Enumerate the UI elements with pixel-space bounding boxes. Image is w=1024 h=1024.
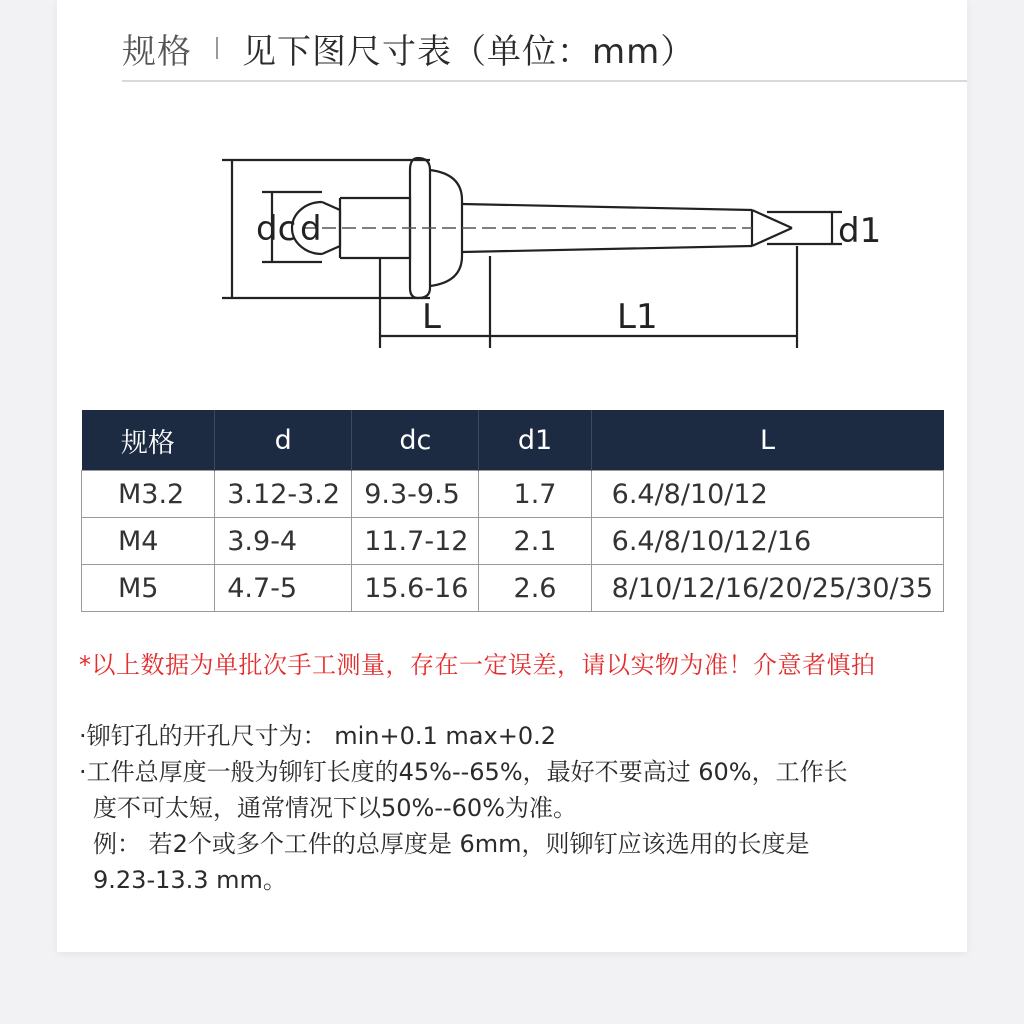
cell-d1: 1.7	[479, 471, 591, 518]
label-d: d	[300, 209, 322, 249]
col-header-spec: 规格	[82, 410, 215, 471]
cell-d1: 2.6	[479, 565, 591, 612]
header-rule	[122, 80, 967, 82]
header-title: 见下图尺寸表（单位：mm）	[242, 31, 696, 72]
label-dc: dc	[256, 209, 297, 249]
cell-dc: 9.3-9.5	[352, 471, 479, 518]
cell-L: 6.4/8/10/12/16	[591, 518, 943, 565]
header-label: 规格	[122, 31, 192, 72]
table-row	[82, 471, 944, 518]
col-header-d: d	[215, 410, 352, 471]
rivet-diagram	[192, 150, 882, 360]
label-L1: L1	[617, 297, 658, 337]
table-header-row	[82, 410, 944, 471]
info-line: 9.23-13.3 mm。	[93, 866, 287, 894]
col-header-dc: dc	[352, 410, 479, 471]
info-line: 例： 若2个或多个工件的总厚度是 6mm，则铆钉应该选用的长度是	[93, 830, 810, 858]
cell-L: 8/10/12/16/20/25/30/35	[591, 565, 943, 612]
spec-table	[81, 410, 944, 612]
info-line: ·铆钉孔的开孔尺寸为： min+0.1 max+0.2	[79, 722, 556, 750]
info-line: ·工件总厚度一般为铆钉长度的45%--65%，最好不要高过 60%，工作长	[79, 758, 848, 786]
cell-L: 6.4/8/10/12	[591, 471, 943, 518]
cell-d: 4.7-5	[215, 565, 352, 612]
label-d1: d1	[838, 211, 882, 251]
cell-dc: 11.7-12	[352, 518, 479, 565]
content-card	[57, 0, 967, 952]
section-header	[122, 24, 695, 72]
warning-note: *以上数据为单批次手工测量，存在一定误差，请以实物为准！介意者慎拍	[79, 651, 876, 679]
label-L: L	[422, 297, 441, 337]
cell-spec: M3.2	[82, 471, 215, 518]
table-row	[82, 518, 944, 565]
cell-spec: M5	[82, 565, 215, 612]
info-line: 度不可太短，通常情况下以50%--60%为准。	[93, 794, 578, 822]
usage-info	[79, 718, 848, 898]
header-divider	[216, 37, 218, 59]
col-header-L: L	[591, 410, 943, 471]
cell-spec: M4	[82, 518, 215, 565]
cell-d: 3.12-3.2	[215, 471, 352, 518]
col-header-d1: d1	[479, 410, 591, 471]
cell-d: 3.9-4	[215, 518, 352, 565]
cell-d1: 2.1	[479, 518, 591, 565]
table-row	[82, 565, 944, 612]
cell-dc: 15.6-16	[352, 565, 479, 612]
